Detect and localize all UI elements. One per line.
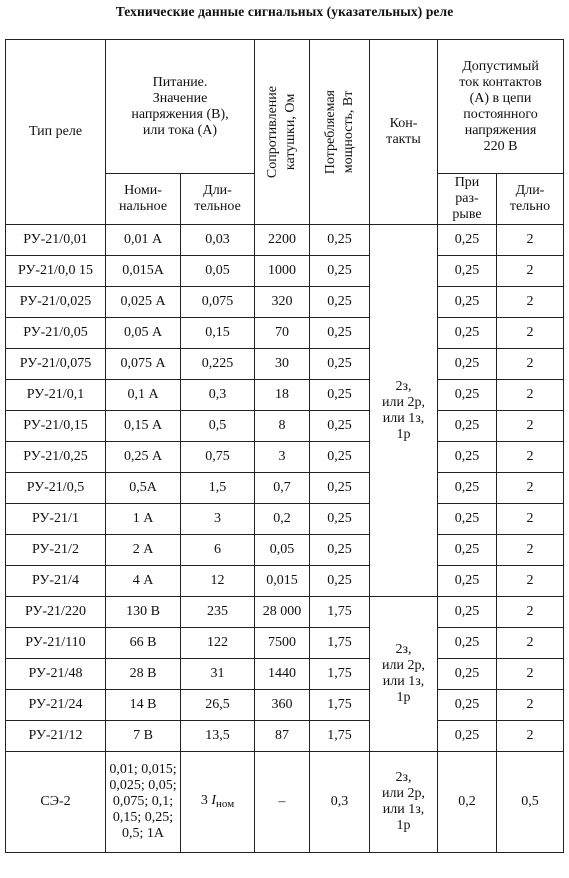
header-nominal: Номи- нальное [106, 174, 181, 225]
cell-long: 235 [181, 597, 255, 628]
table-row [6, 690, 564, 721]
cell-long-current: 2 [497, 225, 564, 256]
cell-type: РУ-21/2 [6, 535, 106, 566]
cell-power: 0,25 [310, 380, 370, 411]
cell-resistance: 360 [255, 690, 310, 721]
cell-nominal: 14 В [106, 690, 181, 721]
table-row [6, 721, 564, 752]
table-row [6, 566, 564, 597]
cell-break: 0,25 [438, 659, 497, 690]
cell-long-current: 2 [497, 659, 564, 690]
cell-break: 0,25 [438, 690, 497, 721]
cell-resistance: 0,015 [255, 566, 310, 597]
cell-break: 0,2 [438, 752, 497, 853]
cell-power: 0,3 [310, 752, 370, 853]
cell-resistance: 0,05 [255, 535, 310, 566]
cell-nominal: 0,15 А [106, 411, 181, 442]
cell-long: 6 [181, 535, 255, 566]
cell-power: 0,25 [310, 504, 370, 535]
cell-break: 0,25 [438, 318, 497, 349]
cell-nominal: 66 В [106, 628, 181, 659]
cell-break: 0,25 [438, 628, 497, 659]
header-long-power: Дли- тельное [181, 174, 255, 225]
cell-power: 1,75 [310, 690, 370, 721]
cell-long: 0,5 [181, 411, 255, 442]
cell-type: РУ-21/0,25 [6, 442, 106, 473]
cell-type: РУ-21/0,15 [6, 411, 106, 442]
cell-contacts: 2з, или 2р, или 1з, 1р [370, 752, 438, 853]
cell-long-current: 2 [497, 318, 564, 349]
cell-power: 1,75 [310, 721, 370, 752]
cell-long: 1,5 [181, 473, 255, 504]
table-row [6, 318, 564, 349]
relay-specs-table [5, 39, 564, 853]
cell-long-current: 0,5 [497, 752, 564, 853]
cell-nominal: 1 А [106, 504, 181, 535]
cell-long: 0,225 [181, 349, 255, 380]
cell-long: 0,075 [181, 287, 255, 318]
cell-resistance: 7500 [255, 628, 310, 659]
cell-resistance: 30 [255, 349, 310, 380]
cell-nominal: 0,5А [106, 473, 181, 504]
cell-break: 0,25 [438, 535, 497, 566]
cell-long-current: 2 [497, 287, 564, 318]
cell-contacts: 2з, или 2р, или 1з, 1р [370, 597, 438, 752]
cell-long-current: 2 [497, 473, 564, 504]
cell-long: 0,75 [181, 442, 255, 473]
cell-contacts: 2з, или 2р, или 1з, 1р [370, 225, 438, 597]
cell-type: РУ-21/48 [6, 659, 106, 690]
header-consumption [310, 40, 370, 225]
cell-long: 0,05 [181, 256, 255, 287]
cell-long: 3 [181, 504, 255, 535]
long-subscript: ном [216, 797, 235, 810]
cell-long-current: 2 [497, 256, 564, 287]
cell-power: 0,25 [310, 287, 370, 318]
cell-break: 0,25 [438, 504, 497, 535]
cell-power: 0,25 [310, 411, 370, 442]
cell-type: РУ-21/0,075 [6, 349, 106, 380]
cell-type: СЭ-2 [6, 752, 106, 853]
cell-resistance: 1440 [255, 659, 310, 690]
cell-power: 1,75 [310, 659, 370, 690]
cell-nominal: 7 В [106, 721, 181, 752]
cell-type: РУ-21/220 [6, 597, 106, 628]
table-row [6, 597, 564, 628]
cell-power: 0,25 [310, 256, 370, 287]
cell-nominal: 0,075 А [106, 349, 181, 380]
table-row [6, 349, 564, 380]
cell-break: 0,25 [438, 225, 497, 256]
cell-type: РУ-21/4 [6, 566, 106, 597]
cell-nominal: 0,05 А [106, 318, 181, 349]
cell-long-current: 2 [497, 628, 564, 659]
cell-resistance: 70 [255, 318, 310, 349]
table-row [6, 628, 564, 659]
cell-nominal: 130 В [106, 597, 181, 628]
cell-resistance: 1000 [255, 256, 310, 287]
cell-resistance: 3 [255, 442, 310, 473]
cell-nominal: 2 А [106, 535, 181, 566]
table-row [6, 442, 564, 473]
cell-long-current: 2 [497, 411, 564, 442]
cell-nominal: 0,015А [106, 256, 181, 287]
cell-type: РУ-21/0,05 [6, 318, 106, 349]
cell-power: 0,25 [310, 225, 370, 256]
cell-type: РУ-21/0,025 [6, 287, 106, 318]
header-resistance [255, 40, 310, 225]
header-contacts: Кон- такты [370, 40, 438, 225]
cell-nominal: 0,01 А [106, 225, 181, 256]
table-row-se2 [6, 752, 564, 853]
cell-power: 0,25 [310, 349, 370, 380]
cell-resistance: 2200 [255, 225, 310, 256]
cell-resistance: 18 [255, 380, 310, 411]
header-relay-type: Тип реле [6, 40, 106, 225]
cell-break: 0,25 [438, 566, 497, 597]
table-row [6, 535, 564, 566]
table-row [6, 287, 564, 318]
cell-resistance: 8 [255, 411, 310, 442]
cell-break: 0,25 [438, 721, 497, 752]
cell-long-current: 2 [497, 597, 564, 628]
cell-resistance: 320 [255, 287, 310, 318]
header-long-current: Дли- тельно [497, 174, 564, 225]
cell-long: 0,15 [181, 318, 255, 349]
cell-break: 0,25 [438, 442, 497, 473]
cell-long: 13,5 [181, 721, 255, 752]
cell-power: 1,75 [310, 628, 370, 659]
cell-long: 0,03 [181, 225, 255, 256]
cell-power: 1,75 [310, 597, 370, 628]
cell-long: 12 [181, 566, 255, 597]
cell-power: 0,25 [310, 318, 370, 349]
cell-resistance: 0,7 [255, 473, 310, 504]
cell-long: 0,3 [181, 380, 255, 411]
cell-long: 26,5 [181, 690, 255, 721]
cell-nominal: 0,25 А [106, 442, 181, 473]
cell-resistance: – [255, 752, 310, 853]
cell-nominal: 0,1 А [106, 380, 181, 411]
cell-break: 0,25 [438, 411, 497, 442]
cell-type: РУ-21/0,5 [6, 473, 106, 504]
cell-break: 0,25 [438, 597, 497, 628]
long-coef: 3 [200, 792, 208, 808]
cell-type: РУ-21/24 [6, 690, 106, 721]
header-power: Питание. Значение напряжения (В), или тока (А) [106, 40, 255, 174]
table-row [6, 256, 564, 287]
cell-resistance: 87 [255, 721, 310, 752]
cell-break: 0,25 [438, 380, 497, 411]
cell-long-current: 2 [497, 349, 564, 380]
cell-break: 0,25 [438, 287, 497, 318]
table-row [6, 380, 564, 411]
long-symbol: I [211, 792, 217, 808]
cell-type: РУ-21/0,1 [6, 380, 106, 411]
cell-long-current: 2 [497, 566, 564, 597]
cell-type: РУ-21/0,01 [6, 225, 106, 256]
cell-break: 0,25 [438, 256, 497, 287]
cell-power: 0,25 [310, 473, 370, 504]
cell-break: 0,25 [438, 473, 497, 504]
table-row [6, 225, 564, 256]
header-resistance-label: Сопротивление катушки, Ом [265, 85, 298, 179]
cell-nominal: 4 А [106, 566, 181, 597]
cell-nominal: 28 В [106, 659, 181, 690]
table-row [6, 473, 564, 504]
cell-long-current: 2 [497, 442, 564, 473]
cell-long [181, 752, 255, 853]
cell-nominal: 0,01; 0,015; 0,025; 0,05; 0,075; 0,1; 0,15; 0,25; 0,5; 1А [106, 752, 181, 853]
cell-type: РУ-21/12 [6, 721, 106, 752]
cell-long: 122 [181, 628, 255, 659]
table-row [6, 411, 564, 442]
cell-type: РУ-21/0,0 15 [6, 256, 106, 287]
cell-type: РУ-21/110 [6, 628, 106, 659]
cell-resistance: 0,2 [255, 504, 310, 535]
cell-power: 0,25 [310, 566, 370, 597]
cell-long-current: 2 [497, 721, 564, 752]
cell-power: 0,25 [310, 535, 370, 566]
cell-break: 0,25 [438, 349, 497, 380]
table-row [6, 659, 564, 690]
header-consumption-label: Потребляемая мощность, Вт [322, 89, 356, 175]
cell-power: 0,25 [310, 442, 370, 473]
page-title: Технические данные сигнальных (указательных) реле [115, 4, 454, 19]
header-allowed-current: Допустимый ток контактов (А) в цепи постоянного напряжения 220 В [438, 40, 564, 174]
cell-long-current: 2 [497, 690, 564, 721]
cell-long-current: 2 [497, 504, 564, 535]
table-row [6, 504, 564, 535]
cell-long-current: 2 [497, 535, 564, 566]
cell-type: РУ-21/1 [6, 504, 106, 535]
header-break: При раз- рыве [438, 174, 497, 225]
cell-long: 31 [181, 659, 255, 690]
cell-long-current: 2 [497, 380, 564, 411]
cell-nominal: 0,025 А [106, 287, 181, 318]
cell-resistance: 28 000 [255, 597, 310, 628]
